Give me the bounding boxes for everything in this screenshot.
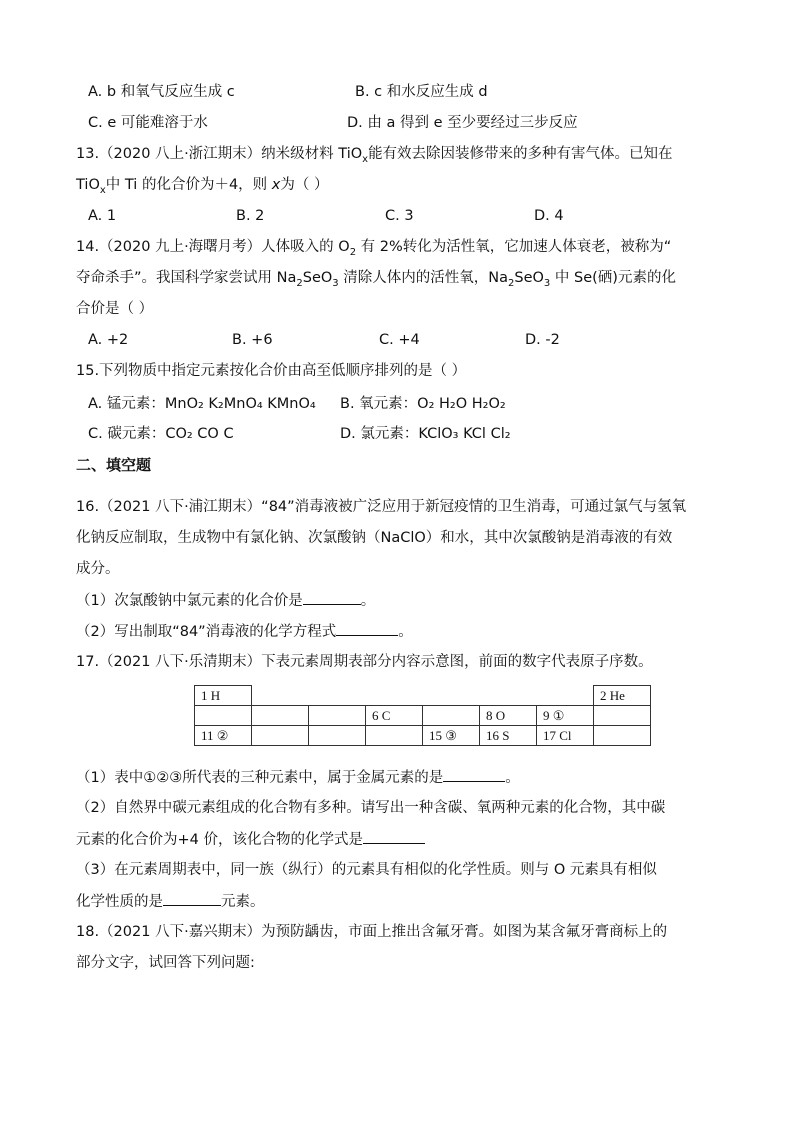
pt-cell-o: 8 O	[480, 706, 537, 726]
answer-blank[interactable]	[303, 590, 361, 605]
q14-option-c: C. +4	[379, 332, 420, 348]
q13-stem-line1: 13.（2020 八上·浙江期末）纳米级材料 TiO$_x$能有效去除因装修带来的多种有害气体。已知在	[76, 146, 673, 165]
q13-option-d: D. 4	[534, 208, 564, 224]
pt-cell-empty	[594, 706, 651, 726]
q12-option-d: D. 由 a 得到 e 至少要经过三步反应	[347, 115, 578, 131]
q13-option-b: B. 2	[236, 208, 265, 224]
q13-option-a: A. 1	[88, 208, 117, 224]
pt-cell-empty	[252, 726, 309, 746]
q14-stem-line2: 夺命杀手”。我国科学家尝试用 $Na_2SeO_3$ 清除人体内的活性氧，$Na_2SeO_3$ 中 Se(硒)元素的化	[76, 270, 676, 289]
pt-cell-empty	[309, 706, 366, 726]
q17-subquestion-3-line1: （3）在元素周期表中，同一族（纵行）的元素具有相似的化学性质。则与 O 元素具有相似	[76, 862, 657, 878]
q15-option-c: C. 碳元素：CO₂ CO C	[88, 426, 234, 442]
q14-stem-line1: 14.（2020 九上·海曙月考）人体吸入的 $O_2$ 有 2%转化为活性氧，它加速人体衰老，被称为“	[76, 239, 672, 258]
pt-cell-empty	[309, 726, 366, 746]
section-heading-fill-in: 二、填空题	[76, 456, 152, 474]
pt-cell-empty	[423, 706, 480, 726]
q12-option-b: B. c 和水反应生成 d	[355, 84, 488, 100]
q14-stem-line3: 合价是（ ）	[76, 301, 154, 317]
q12-option-c: C. e 可能难溶于水	[88, 115, 208, 131]
q13-option-c: C. 3	[385, 208, 414, 224]
pt-cell-unknown-1: 9 ①	[537, 706, 594, 726]
pt-cell-h: 1 H	[195, 686, 252, 706]
answer-blank[interactable]	[363, 829, 425, 844]
pt-cell-empty	[594, 726, 651, 746]
pt-cell-empty	[366, 726, 423, 746]
answer-blank[interactable]	[443, 767, 505, 782]
q17-subquestion-3-line2: 化学性质的是 元素。	[76, 891, 265, 912]
q16-subquestion-1: （1）次氯酸钠中氯元素的化合价是 。	[76, 590, 375, 611]
pt-cell-cl: 17 Cl	[537, 726, 594, 746]
q14-option-d: D. -2	[525, 332, 560, 348]
q15-stem: 15.下列物质中指定元素按化合价由高至低顺序排列的是（ ）	[76, 363, 467, 379]
q12-option-a: A. b 和氧气反应生成 c	[88, 84, 235, 100]
q16-subquestion-2: （2）写出制取“84”消毒液的化学方程式 。	[76, 621, 413, 642]
pt-cell-s: 16 S	[480, 726, 537, 746]
q16-stem-line2: 化钠反应制取，生成物中有氯化钠、次氯酸钠（NaClO）和水，其中次氯酸钠是消毒液的有效	[76, 530, 673, 546]
pt-cell-unknown-3: 15 ③	[423, 726, 480, 746]
q18-stem-line2: 部分文字，试回答下列问题:	[76, 955, 255, 971]
pt-cell-empty	[252, 706, 309, 726]
pt-cell-empty	[195, 706, 252, 726]
q17-subquestion-1: （1）表中①②③所代表的三种元素中，属于金属元素的是 。	[76, 767, 520, 788]
q13-stem-line2: TiO$_x$中 Ti 的化合价为＋4，则 x为（ ）	[76, 177, 329, 196]
answer-blank[interactable]	[336, 621, 398, 636]
q18-stem-line1: 18.（2021 八下·嘉兴期末）为预防龋齿，市面上推出含氟牙膏。如图为某含氟牙膏商标上的	[76, 924, 668, 940]
q16-stem-line3: 成分。	[76, 561, 120, 577]
answer-blank[interactable]	[163, 891, 221, 906]
pt-cell-he: 2 He	[594, 686, 651, 706]
q17-subquestion-2-line2: 元素的化合价为+4 价，该化合物的化学式是	[76, 829, 425, 850]
q17-stem: 17.（2021 八下·乐清期末）下表元素周期表部分内容示意图，前面的数字代表原子序数。	[76, 654, 653, 670]
q15-option-b: B. 氧元素：O₂ H₂O H₂O₂	[340, 396, 506, 412]
q15-option-d: D. 氯元素：KClO₃ KCl Cl₂	[340, 426, 511, 442]
pt-cell-unknown-2: 11 ②	[195, 726, 252, 746]
q16-stem-line1: 16.（2021 八下·浦江期末）“84”消毒液被广泛应用于新冠疫情的卫生消毒，可通过氯气与氢氧	[76, 499, 687, 515]
q14-option-a: A. +2	[88, 332, 129, 348]
periodic-table-excerpt	[194, 685, 651, 746]
q15-option-a: A. 锰元素：MnO₂ K₂MnO₄ KMnO₄	[88, 396, 316, 412]
q17-subquestion-2-line1: （2）自然界中碳元素组成的化合物有多种。请写出一种含碳、氧两种元素的化合物，其中碳	[76, 800, 666, 816]
q14-option-b: B. +6	[232, 332, 273, 348]
pt-cell-c: 6 C	[366, 706, 423, 726]
